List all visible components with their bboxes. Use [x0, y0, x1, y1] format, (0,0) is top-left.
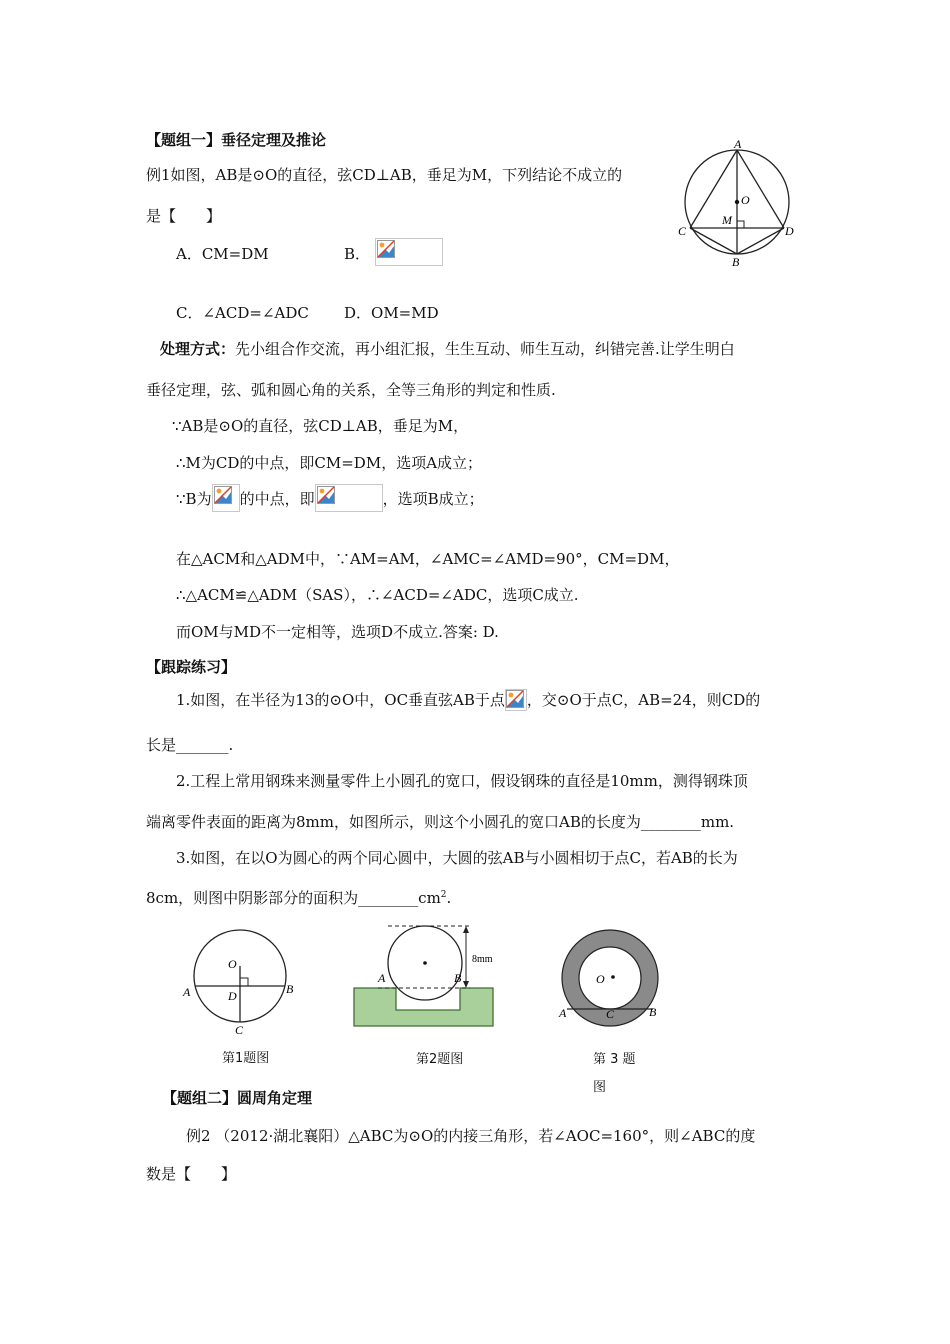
option-d: D．OM=MD — [344, 304, 439, 322]
practice-heading: 【跟踪练习】 — [146, 658, 237, 676]
figure3-caption-line1: 第 3 题 — [593, 1052, 636, 1067]
question2-line1: 2.工程上常用钢珠来测量零件上小圆孔的宽口，假设钢珠的直径是10mm，测得钢珠顶 — [176, 772, 748, 790]
example2-line1: 例2 （2012·湖北襄阳）△ABC为⊙O的内接三角形，若∠AOC=160°，则∠ABC的度 — [186, 1127, 756, 1145]
question3-text: 8cm，则图中阴影部分的面积为________cm — [146, 889, 441, 907]
fig1-label-o: O — [228, 957, 237, 971]
broken-image-icon — [315, 484, 383, 512]
group1-heading: 【题组一】垂径定理及推论 — [146, 131, 327, 149]
fig3-label-a: A — [559, 1006, 567, 1020]
figure1-caption: 第1题图 — [222, 1051, 270, 1066]
proof-line6: 而OM与MD不一定相等，选项D不成立.答案: D. — [176, 623, 499, 641]
fig2-label-b: B — [454, 971, 462, 985]
proof-line1: ∵AB是⊙O的直径，弦CD⊥AB，垂足为M， — [172, 417, 469, 435]
question3-sup: 2 — [440, 890, 447, 900]
example1-line2: 是【 】 — [146, 207, 222, 225]
proof-line3-a: ∵B为 — [176, 490, 212, 508]
fig3-label-o: O — [596, 972, 605, 986]
broken-image-icon — [505, 689, 527, 711]
example1-line1: 例1如图，AB是⊙O的直径，弦CD⊥AB，垂足为M，下列结论不成立的 — [146, 166, 623, 184]
proof-line4: 在△ACM和△ADM中，∵AM=AM，∠AMC=∠AMD=90°，CM=DM， — [176, 550, 680, 568]
group2-heading: 【题组二】圆周角定理 — [162, 1089, 313, 1107]
fig3-label-c: C — [606, 1007, 615, 1021]
fig3-label-b: B — [649, 1005, 657, 1019]
method-line2: 垂径定理，弦、弧和圆心角的关系，全等三角形的判定和性质. — [146, 381, 556, 399]
label-o: O — [741, 193, 750, 207]
proof-line5: ∴△ACM≌△ADM（SAS），∴∠ACD=∠ADC，选项C成立. — [176, 586, 579, 604]
figure2-caption: 第2题图 — [416, 1052, 464, 1067]
broken-image-icon — [212, 484, 240, 512]
question3-end: . — [446, 889, 452, 907]
label-m: M — [722, 213, 732, 227]
example2-line2: 数是【 】 — [146, 1165, 237, 1183]
label-c: C — [678, 224, 687, 238]
question1-text-a: 1.如图，在半径为13的⊙O中，OC垂直弦AB于点 — [176, 691, 505, 709]
question1-text-b: ，交⊙O于点C，AB=24，则CD的 — [526, 691, 761, 709]
option-b-label: B． — [344, 245, 371, 263]
figure2-diagram — [348, 918, 498, 1033]
figure3-caption-line2: 图 — [593, 1080, 607, 1095]
figure1-diagram — [176, 920, 306, 1038]
fig1-label-a: A — [183, 985, 191, 999]
label-a: A — [734, 137, 742, 151]
option-c: C．∠ACD=∠ADC — [176, 304, 309, 322]
question3-line1: 3.如图，在以O为圆心的两个同心圆中，大圆的弦AB与小圆相切于点C，若AB的长为 — [176, 849, 738, 867]
method-text1: 先小组合作交流，再小组汇报，生生互动、师生互动，纠错完善.让学生明白 — [235, 340, 735, 358]
proof-line3-c: ，选项B成立； — [382, 490, 484, 508]
proof-line2: ∴M为CD的中点，即CM=DM，选项A成立； — [176, 454, 483, 472]
fig1-label-c: C — [235, 1023, 244, 1037]
label-b: B — [732, 255, 740, 269]
proof-line3 — [176, 488, 484, 512]
broken-image-icon — [375, 238, 443, 266]
question3-line2 — [146, 887, 451, 908]
method-label: 处理方式： — [160, 340, 236, 358]
fig2-label-a: A — [378, 971, 386, 985]
fig1-label-d: D — [228, 989, 237, 1003]
question2-line2: 端离零件表面的距离为8mm，如图所示，则这个小圆孔的宽口AB的长度为________mm. — [146, 813, 735, 831]
option-b — [344, 243, 443, 266]
figure3-diagram — [552, 928, 672, 1028]
fig1-label-b: B — [286, 982, 294, 996]
question1-line2: 长是_______. — [146, 736, 234, 754]
example1-circle-diagram — [672, 132, 802, 272]
label-d: D — [785, 224, 794, 238]
method-line1 — [160, 338, 735, 359]
option-a: A．CM=DM — [176, 245, 269, 263]
proof-line3-b: 的中点，即 — [239, 490, 315, 508]
question1-line1 — [176, 689, 760, 711]
fig2-label-mm: 8mm — [472, 954, 493, 965]
